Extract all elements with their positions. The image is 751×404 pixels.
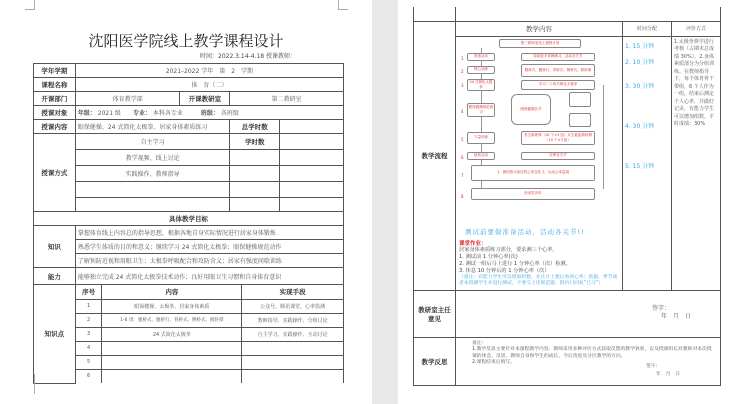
sign-label: 签字： — [652, 304, 671, 312]
page-corner-mark — [25, 374, 35, 394]
page-corner-mark — [338, 0, 348, 10]
flow-step-detail: 眼保健操各节 — [511, 94, 551, 125]
director-opinion — [456, 290, 721, 337]
time-allocation: 1. 15 分钟 2. 10 分钟 3. 30 分钟 4. 30 分钟 5. 15 分钟 — [623, 36, 672, 290]
teaching-content-cell — [456, 36, 623, 290]
evaluation-method: 1.太极拳弹学进行考核（占期末总成绩 30%）。2.身体素质部分为分组训练。在教师指导下，每个体育骨干带组，6 个人作为一组，结束后测定个人心率，并做好记录，有能力学生可以增加组数。平时成绩：30% — [672, 36, 721, 290]
points-row: 4 — [76, 341, 343, 355]
date-label: 年 月 日 — [656, 371, 680, 377]
content-value: 眼保健操、24 式简化太极拳、居家身体素质练习 — [75, 120, 230, 134]
term-value: 2021–2022 学年 第 2 学期 — [75, 64, 343, 78]
flow-step-name: 眼保健操规范练习 — [467, 103, 495, 117]
knowledge-item: 熟悉学生体质的目的和意义；继续学习 24 式简化太极拳；眼保健操规范动作 — [75, 240, 343, 254]
flow-step-name: 力量训练 — [467, 132, 495, 144]
flowchart — [459, 39, 619, 217]
date-label: 年 月 日 — [661, 312, 692, 320]
points-header: 序号 — [76, 285, 102, 299]
content-label: 授课内容 — [34, 120, 76, 134]
method-item: 教学视频、线上讨论 — [75, 150, 230, 166]
dept-label: 开课部门 — [34, 92, 76, 106]
flow-label: 教学流程 — [414, 21, 456, 290]
knowledge-item: 了解预防近视和用眼卫生；太极拳呼吸配合和攻防含义；居家有强度间歇训练 — [75, 254, 343, 268]
course-label: 课程名称 — [34, 78, 76, 92]
flow-branch-box — [569, 113, 591, 127]
flow-step-name: 准备活动 — [467, 53, 495, 61]
page-corner-mark — [25, 0, 35, 10]
points-header: 实现手段 — [242, 285, 343, 299]
method-item: 自主学习 — [75, 134, 230, 150]
step-number: 2 — [461, 68, 464, 74]
points-row: 2 1-6 周：腹桥式、腹桥行、背桥式、侧桥式、俯卧撑 教师指导、实践操作、分组讨论 — [76, 313, 343, 327]
step-number: 5 — [461, 136, 464, 142]
flow-connector — [603, 85, 604, 189]
flow-step-detail: 1、测试练习前后的心率变化 2、运动心率监测 — [471, 165, 595, 181]
points-row: 6 — [76, 369, 343, 383]
method-label: 授课方式 — [34, 134, 76, 212]
knowledge-item: 掌握体育线上内容总的指导思想，根据各地自身实际情况进行居家身体锻炼 — [75, 226, 343, 240]
course-value: 体 育（二） — [75, 78, 343, 92]
flow-step-detail: 男生俯卧撑（10 个×3 组）女生跪姿俯卧撑（10 个×3 组） — [521, 131, 595, 145]
dept-value: 体育教学部 — [75, 92, 180, 106]
header-time: 时间分配 — [623, 21, 672, 36]
header-evaluation: 评价方式 — [672, 21, 721, 36]
director-label: 教研室主任意见 — [414, 290, 456, 337]
ability-label: 能力 — [34, 268, 76, 285]
target-label: 授课对象 — [34, 106, 76, 120]
sign-label: 签字： — [646, 363, 661, 369]
step-number: 6 — [461, 154, 464, 160]
points-row: 5 — [76, 355, 343, 369]
warmup-note: 测试前要做准备活动，活动各关节!! — [465, 227, 585, 236]
page-1 — [0, 0, 372, 404]
flow-step-name: 24 式简化太极拳 — [467, 79, 495, 91]
homework-list: 居家身体素质练习部分，要求测三个心率。 1. 测试前 1 分钟心率(次) 2. 测试一组后马上进行 1 分钟心率（次）检测。 3. 休息 10 分钟后的 1 分钟心率（次） — [459, 246, 571, 274]
reflection-label: 教学反思 — [414, 337, 456, 385]
teaching-process-table — [413, 7, 721, 386]
term-label: 学年学期 — [34, 64, 76, 78]
office-value: 第二教研室 — [230, 92, 344, 106]
flow-step-name: 核心训练 — [467, 66, 495, 74]
step-number: 4 — [461, 108, 464, 114]
page-2 — [398, 0, 751, 404]
knowledge-label: 知识 — [34, 226, 76, 268]
flow-step-detail: 学习二十四式简化太极拳 — [521, 80, 595, 90]
document-title: 沈阳医学院线上教学课程设计 — [88, 32, 284, 50]
course-info-table — [33, 63, 344, 384]
teaching-reflection: 备注： 1.教学反思主要针对本课程教学内容、教师采用多种评价方式获取反馈的教学效果，以及授课组长对教师对本次授课的体会、反思、教师自身和学生的成长，今后改进及分层教学的方向。 2.课程结束后填写。 签字： 年 月 日 — [456, 337, 721, 385]
points-header: 内容 — [102, 285, 242, 299]
homework-title: 课堂作业： — [459, 240, 487, 247]
ability-value: 能够独立完成 24 式简化太极拳技术动作；良好用眼卫生习惯和自身体育意识 — [75, 268, 343, 285]
goals-header: 具体教学目标 — [34, 212, 344, 226]
flow-branch-box — [569, 92, 591, 107]
target-value: 年级： 2021 级 专业： 本科各专业 班级： 各班级 — [75, 106, 343, 120]
time-teacher-line: 时间：2022.3.14-4.18 授课教师： — [200, 53, 296, 60]
office-label: 开课教研室 — [180, 92, 230, 106]
points-label: 知识点 — [34, 285, 76, 384]
hours-label: 学时数 — [230, 134, 280, 150]
step-number: 3 — [461, 82, 464, 88]
flow-title: 第三教研室线上课程计划 — [499, 39, 581, 48]
points-row: 1 眼保健操、太极拳、居家身体素质 公众号、腾讯课堂、心率监测 — [76, 299, 343, 313]
flow-step-name: 放松活动 — [467, 152, 495, 160]
points-row: 3 24 式简化太极拳 自主学习、实践操作、互动讨论 — [76, 327, 343, 341]
flow-step-detail: 腹桥式、腹桥行、背桥式、侧桥式、俯卧撑 — [521, 64, 595, 77]
homework-note: （备注：有能力学生可以增加组数，并且计上数后看看心率；依据、季节或者本班测学生并进行测试，不要交上述规范题，群内只回复“已习”） — [459, 274, 618, 286]
step-number: 8 — [461, 193, 464, 199]
step-number: 7 — [461, 172, 464, 178]
total-hours-label: 总学时数 — [230, 120, 280, 134]
flow-step-detail: 拉伸各关节 — [521, 152, 595, 160]
step-number: 1 — [461, 55, 464, 61]
method-item: 实践操作、教师指导 — [75, 166, 230, 182]
flow-step-detail: 形成性评价 — [471, 188, 595, 200]
flow-step-detail: 原地徒手体操练习、活动各关节 — [521, 53, 595, 61]
knowledge-points-table — [76, 285, 343, 383]
header-content: 教学内容 — [456, 21, 623, 36]
